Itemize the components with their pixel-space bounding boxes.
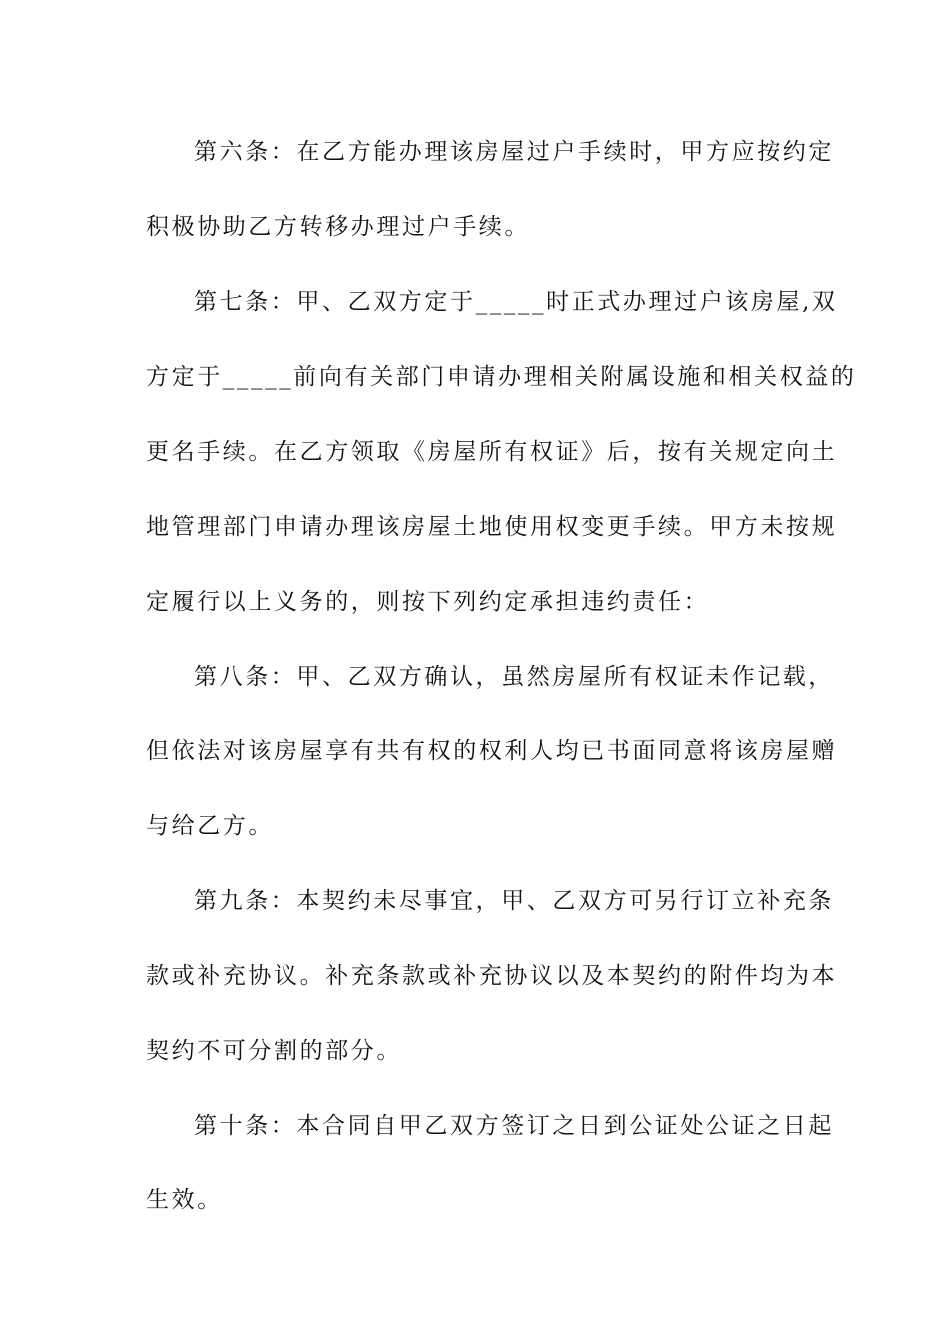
article-6-line-2: 积极协助乙方转移办理过户手续。	[146, 214, 530, 240]
article-8-line-1: 第八条：甲、乙双方确认，虽然房屋所有权证未作记载，	[194, 664, 834, 690]
article-6-line-1: 第六条：在乙方能办理该房屋过户手续时，甲方应按约定	[194, 139, 834, 165]
article-8-line-2: 但依法对该房屋享有共有权的权利人均已书面同意将该房屋赠	[146, 738, 838, 764]
article-7-line-1: 第七条：甲、乙双方定于_____时正式办理过户该房屋,双	[194, 289, 838, 315]
article-8-line-3: 与给乙方。	[146, 813, 274, 839]
article-7-line-2: 方定于_____前向有关部门申请办理相关附属设施和相关权益的	[146, 364, 857, 390]
article-9-line-1: 第九条：本契约未尽事宜，甲、乙双方可另行订立补充条	[194, 888, 834, 914]
article-9-line-3: 契约不可分割的部分。	[146, 1038, 402, 1064]
article-7-line-4: 地管理部门申请办理该房屋土地使用权变更手续。甲方未按规	[146, 514, 838, 540]
article-9-line-2: 款或补充协议。补充条款或补充协议以及本契约的附件均为本	[146, 963, 838, 989]
article-7-line-5: 定履行以上义务的，则按下列约定承担违约责任：	[146, 589, 710, 615]
article-10-line-2: 生效。	[146, 1187, 223, 1213]
article-10-line-1: 第十条：本合同自甲乙双方签订之日到公证处公证之日起	[194, 1113, 834, 1139]
article-7-line-3: 更名手续。在乙方领取《房屋所有权证》后，按有关规定向土	[146, 439, 838, 465]
